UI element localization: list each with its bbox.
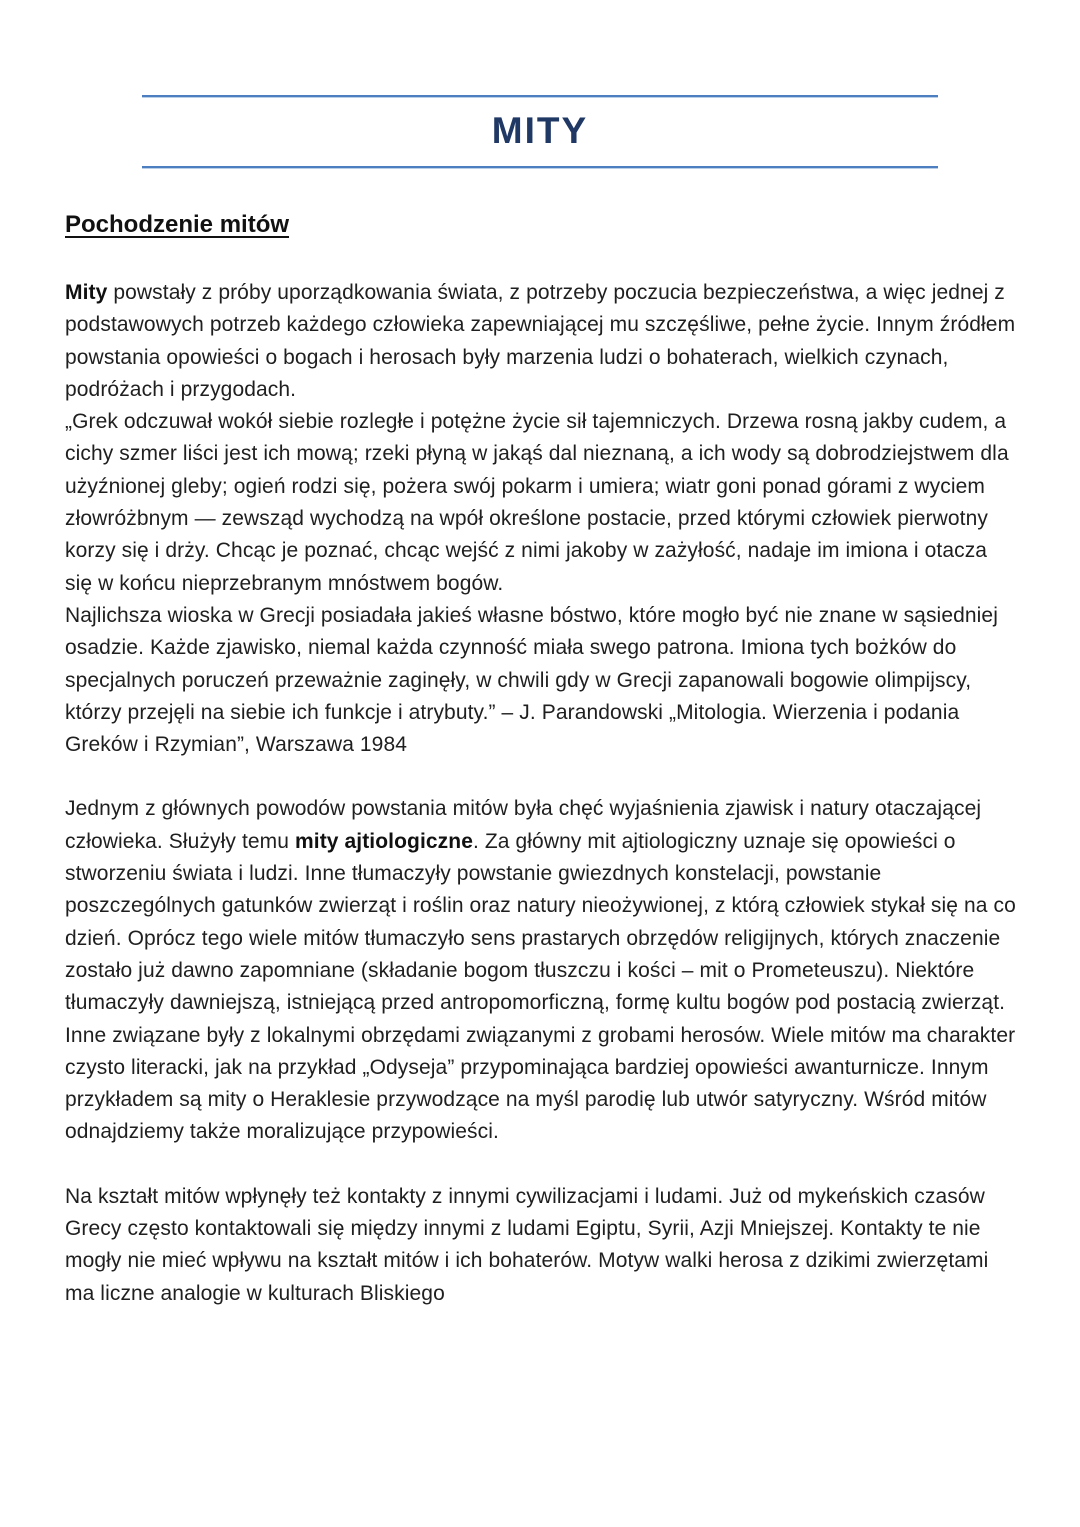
text-run: „Grek odczuwał wokół siebie rozległe i potężne życie sił tajemniczych. Drzewa rosną jakby cudem, a cichy szmer liści jest ich mową; rzeki płyną w jakąś dal nieznaną, a ich wody są dobrodziejstwem dla użyźnionej gleby; ogień rodzi się, pożera swój pokarm i umiera; wiatr goni ponad górami z wyciem złowróżbnym — zewsząd wychodzą na wpół określone postacie, przed którymi człowiek pierwotny korzy się i drży. Chcąc je poznać, chcąc wejść z nimi jakoby w zażyłość, nadaje im imiona i otacza się w końcu nieprzebranym mnóstwem bogów. xyxy=(65,410,1009,595)
document-body xyxy=(0,169,1080,1310)
title-block xyxy=(142,0,938,169)
paragraph xyxy=(65,406,1016,600)
paragraph xyxy=(65,600,1016,761)
section-heading: Pochodzenie mitów xyxy=(65,211,290,238)
paragraph-container xyxy=(65,277,1016,1310)
top-rule xyxy=(142,95,938,98)
paragraph xyxy=(65,1181,1016,1310)
text-run: . Za główny mit ajtiologiczny uznaje się opowieści o stworzeniu świata i ludzi. Inne tłumaczyły powstanie gwiezdnych konstelacji, powstanie poszczególnych gatunków zwierząt i roślin oraz natury nieożywionej, z którą człowiek stykał się na co dzień. Oprócz tego wiele mitów tłumaczyło sens prastarych obrzędów religijnych, których znaczenie zostało już dawno zapomniane (składanie bogom tłuszczu i kości – mit o Prometeuszu). Niektóre tłumaczyły dawniejszą, istniejącą przed antropomorficzną, formę kultu bogów pod postacią zwierząt. Inne związane były z lokalnymi obrzędami związanymi z grobami herosów. Wiele mitów ma charakter czysto literacki, jak na przykład „Odyseja” przypominająca bardziej opowieści awanturnicze. Innym przykładem są mity o Heraklesie przywodzące na myśl parodię lub utwór satyryczny. Wśród mitów odnajdziemy także moralizujące przypowieści. xyxy=(65,829,1016,1144)
text-run: Na kształt mitów wpłynęły też kontakty z innymi cywilizacjami i ludami. Już od mykeńskich czasów Grecy często kontaktowali się między innymi z ludami Egiptu, Syrii, Azji Mniejszej. Kontakty te nie mogły nie mieć wpływu na kształt mitów i ich bohaterów. Motyw walki herosa z dzikimi zwierzętami ma liczne analogie w kulturach Bliskiego xyxy=(65,1184,989,1305)
document-title: MITY xyxy=(491,110,589,151)
text-run: Jednym z głównych powodów powstania mitów była chęć wyjaśnienia zjawisk i natury otaczającej człowieka. Służyły temu xyxy=(65,797,982,853)
text-run: powstały z próby uporządkowania świata, z potrzeby poczucia bezpieczeństwa, a więc jednej z podstawowych potrzeb każdego człowieka zapewniającej mu szczęśliwe, pełne życie. Innym źródłem powstania opowieści o bogach i herosach były marzenia ludzi o bohaterach, wielkich czynach, podróżach i przygodach. xyxy=(65,281,1016,401)
text-run: Najlichsza wioska w Grecji posiadała jakieś własne bóstwo, które mogło być nie znane w sąsiedniej osadzie. Każde zjawisko, niemal każda czynność miała swego patrona. Imiona tych bożków do specjalnych poruczeń przeważnie zaginęły, w chwili gdy w Grecji zapanowali bogowie olimpijscy, którzy przejęli na siebie ich funkcje i atrybuty.” – J. Parandowski „Mitologia. Wierzenia i podania Greków i Rzymian”, Warszawa 1984 xyxy=(65,603,998,757)
bold-text-run: Mity xyxy=(65,281,108,304)
bold-text-run: mity ajtiologiczne xyxy=(294,829,473,853)
paragraph xyxy=(65,277,1016,406)
paragraph xyxy=(65,793,1016,1148)
